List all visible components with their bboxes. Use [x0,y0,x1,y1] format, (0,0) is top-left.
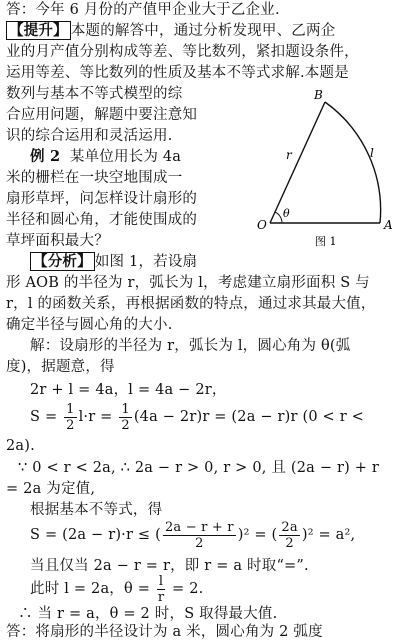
label-b: B [314,88,323,102]
equation-6: 当且仅当 2a − r = r，即 r = a 时取“=”. [30,558,309,574]
analysis-label: 【分析】 [30,252,95,271]
tip-line-1 [6,21,335,41]
label-theta: θ [283,207,290,220]
eq5-frac2-den: 2 [285,535,294,551]
previous-answer: 答：今年 6 月份的产值甲企业大于乙企业. [6,2,280,18]
equation-1: 2r + l = 4a，l = 4a − 2r， [30,382,227,398]
equation-7 [30,572,203,606]
example-line-2: 米的栅栏在一块空地围成一 [6,170,183,186]
example-text-1: 某单位用长为 4a [69,149,182,165]
eq2-fraction-2 [119,402,131,433]
equation-2-continued: 2a). [6,438,35,454]
analysis-line-1 [30,252,197,272]
example-line-1 [30,147,181,167]
tip-line-4: 数列与基本不等式模型的综 [6,86,183,102]
radius-ob-line [270,102,325,223]
eq2-mid: l·r = [78,409,118,425]
equation-3-continued: = 2a 为定值, [6,481,96,497]
arc-ab [325,102,381,223]
eq7-lhs: 此时 l = 2a，θ = [30,581,155,597]
eq5-fraction-1 [163,520,236,551]
equation-2 [30,400,364,434]
analysis-line-2: 形 AOB 的半径为 r，弧长为 l，考虑建立扇形面积 S 与 [6,275,370,291]
tip-label: 【提升】 [6,21,71,40]
eq7-frac-den: r [157,589,165,605]
eq2-frac1-den: 2 [66,417,75,433]
example-line-4: 半径和圆心角，才能使围成的 [6,212,198,228]
analysis-line-3: r，l 的函数关系，再根据函数的特点，通过求其最大值， [6,296,376,312]
inequality-intro: 根据基本不等式，得 [30,502,163,518]
eq7-frac-num: l [158,573,164,589]
eq5-frac2-num: 2a [281,519,298,535]
eq5-mid: )² = ( [237,527,278,543]
label-a: A [384,218,393,232]
label-o: O [257,218,267,232]
tip-line-2: 业的月产值分别构成等差、等比数列，紧扣题设条件， [6,44,359,60]
equation-5 [30,518,355,552]
eq5-lhs: S = (2a − r)·r ≤ ( [30,527,161,543]
tip-line-6: 识的综合运用和灵活运用. [6,128,173,144]
eq2-lhs: S = [30,409,63,425]
analysis-text-1: 如图 1，若设扇 [94,254,198,270]
tip-line-5: 合应用问题，解题中要注意知 [6,107,198,123]
final-answer: 答：将扇形的半径设计为 a 米，圆心角为 2 弧度 [6,624,323,640]
eq2-rest: (4a − 2r)r = (2a − r)r (0 < r < [133,409,364,425]
solution-line-1: 解：设扇形的半径为 r，弧长为 l，圆心角为 θ(弧 [30,338,351,354]
figure-caption: 图 1 [315,235,337,248]
eq2-frac2-num: 1 [121,401,130,417]
eq2-fraction-1 [64,402,76,433]
angle-theta-arc [275,212,282,223]
sector-figure [250,83,400,278]
eq5-frac1-den: 2 [195,535,204,551]
tip-text-1: 本题的解答中，通过分析发现甲、乙两企 [70,23,336,39]
eq7-rest: = 2. [167,581,204,597]
label-r: r [286,148,292,162]
example-label: 例 2 [30,148,61,165]
eq2-frac1-num: 1 [66,401,75,417]
example-line-3: 扇形草坪，问怎样设计扇形的 [6,191,198,207]
analysis-line-4: 确定半径与圆心角的大小. [6,317,173,333]
eq5-fraction-2 [279,520,299,551]
tip-line-3: 运用等差、等比数列的性质及基本不等式求解.本题是 [6,65,349,81]
label-l: l [370,146,374,160]
eq2-frac2-den: 2 [121,417,130,433]
solution-line-2: 度)，据题意，得 [6,359,115,375]
equation-8: ∴ 当 r = a，θ = 2 时，S 取得最大值. [18,606,278,622]
eq5-frac1-num: 2a − r + r [164,519,234,535]
equation-3: ∵ 0 < r < 2a, ∴ 2a − r > 0, r > 0, 且 (2a − r) + r [18,460,380,476]
example-line-5: 草坪面积最大？ [6,233,109,249]
eq7-fraction [157,574,165,605]
eq5-rest: )² = a², [301,527,356,543]
